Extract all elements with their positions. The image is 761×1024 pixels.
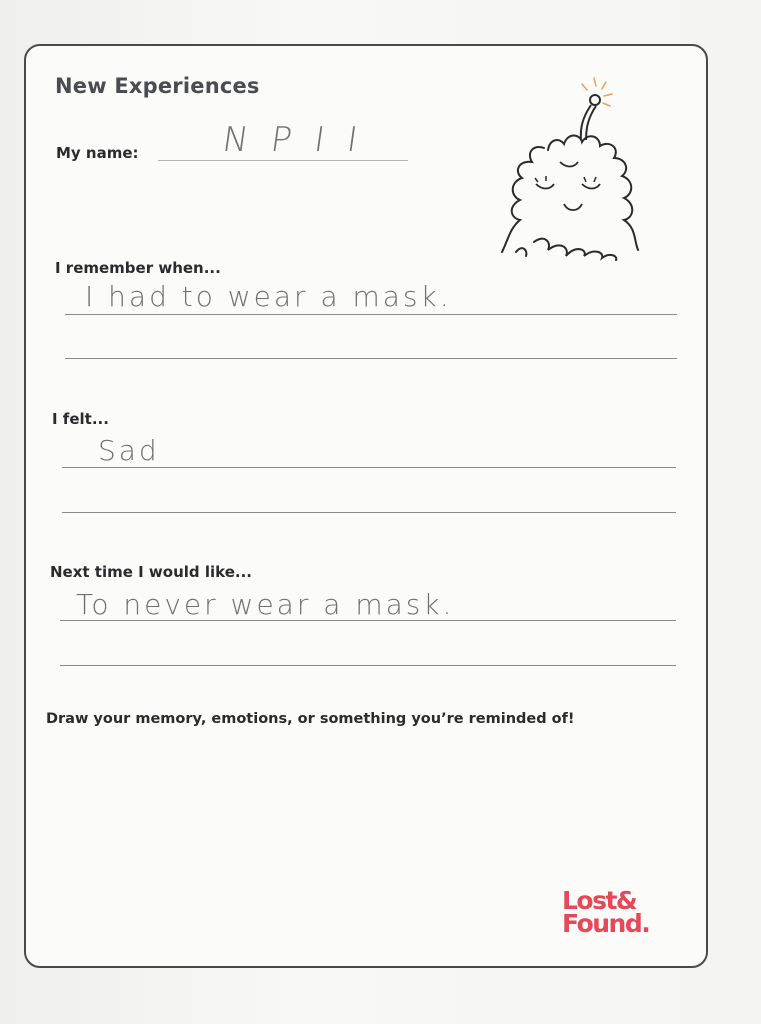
- next-line-2: [60, 665, 676, 666]
- next-handwriting: To never wear a mask.: [76, 588, 455, 621]
- name-line: [158, 160, 408, 161]
- felt-line-1: [62, 467, 676, 468]
- next-label: Next time I would like...: [50, 563, 253, 581]
- felt-line-2: [62, 512, 676, 513]
- name-label: My name:: [56, 144, 139, 162]
- remember-line-1: [65, 314, 677, 315]
- felt-label: I felt...: [52, 410, 109, 428]
- logo-line-1: Lost&: [562, 886, 637, 915]
- remember-line-2: [65, 358, 677, 359]
- felt-handwriting: Sad: [98, 434, 160, 467]
- lost-and-found-logo: [562, 886, 672, 938]
- fuzzy-creature-icon: [488, 72, 658, 272]
- next-line-1: [60, 620, 676, 621]
- remember-handwriting: I had to wear a mask.: [85, 280, 452, 313]
- page-title: New Experiences: [55, 74, 260, 98]
- remember-label: I remember when...: [55, 259, 221, 277]
- logo-line-2: Found.: [562, 909, 650, 938]
- draw-prompt: Draw your memory, emotions, or something you’re reminded of!: [46, 711, 575, 727]
- name-handwriting: N P I I: [220, 120, 367, 160]
